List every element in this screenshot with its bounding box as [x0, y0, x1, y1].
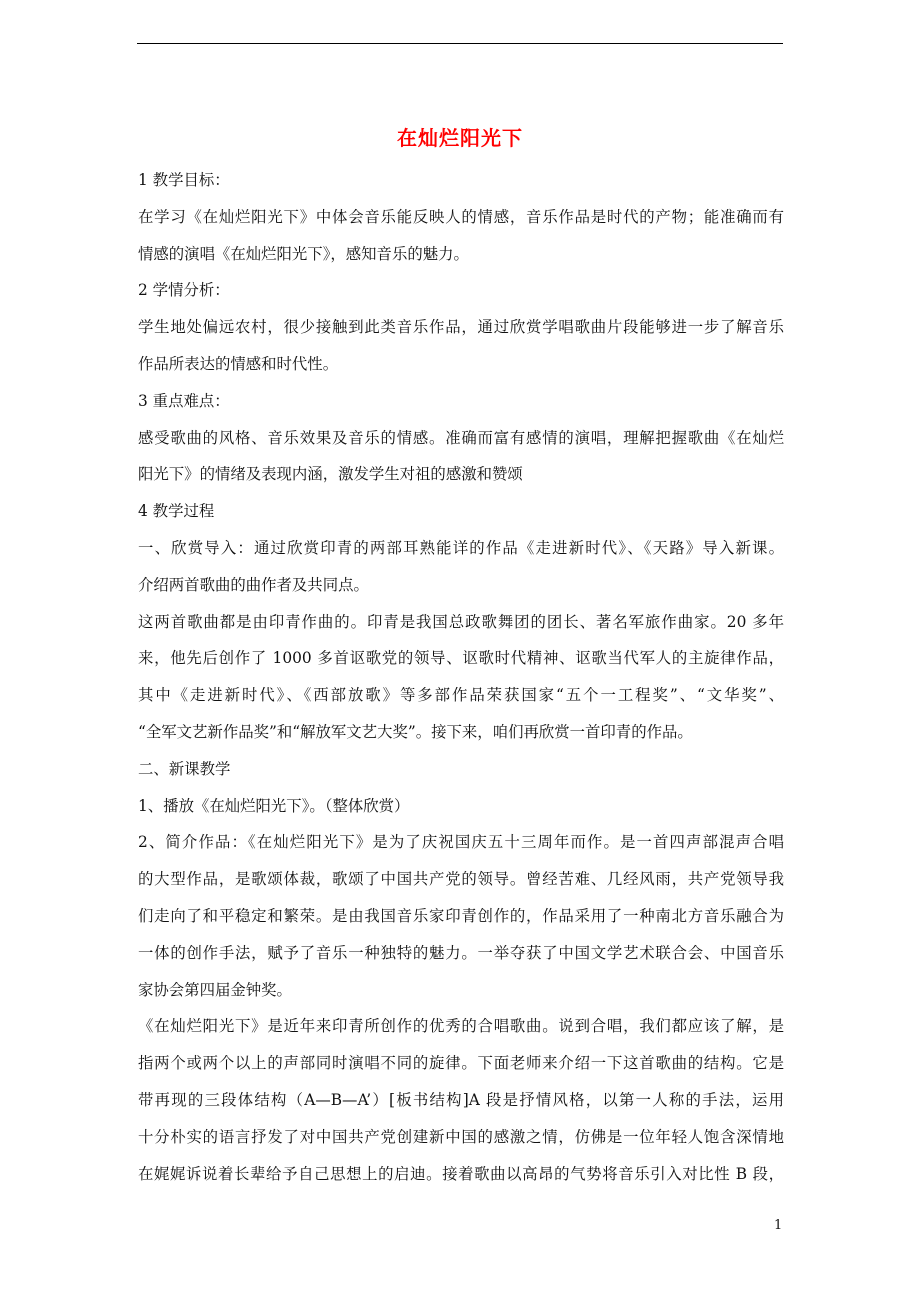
text-line: 3 重点难点：	[138, 391, 230, 410]
text-line: 带再现的三段体结构（A—B—A’）[板书结构]A 段是抒情风格，以第一人称的手法，运用	[138, 1090, 784, 1109]
paragraph	[138, 536, 784, 610]
text-line: 情感的演唱《在灿烂阳光下》，感知音乐的魅力。	[138, 244, 469, 263]
text-line: 作品所表达的情感和时代性。	[138, 354, 339, 373]
text-line: 《在灿烂阳光下》是近年来印青所创作的优秀的合唱歌曲。说到合唱，我们都应该了解，是	[138, 1017, 784, 1036]
paragraph	[138, 426, 784, 500]
text-line: 在娓娓诉说着长辈给予自己思想上的启迪。接着歌曲以高昂的气势将音乐引入对比性 B 段，	[138, 1164, 784, 1183]
text-line: 介绍两首歌曲的曲作者及共同点。	[138, 575, 369, 594]
text-line: 感受歌曲的风格、音乐效果及音乐的情感。准确而富有感情的演唱，理解把握歌曲《在灿烂	[138, 428, 784, 447]
text-line: “全军文艺新作品奖”和“解放军文艺大奖”。接下来，咱们再欣赏一首印青的作品。	[138, 722, 693, 741]
text-line: 来，他先后创作了 1000 多首讴歌党的领导、讴歌时代精神、讴歌当代军人的主旋律作品，	[138, 649, 784, 668]
paragraph	[138, 794, 784, 831]
paragraph	[138, 278, 784, 315]
text-line: 这两首歌曲都是由印青作曲的。印青是我国总政歌舞团的团长、著名军旅作曲家。20 多年	[138, 612, 784, 631]
paragraph	[138, 499, 784, 536]
paragraph	[138, 1014, 784, 1198]
text-line: 2 学情分析：	[138, 281, 230, 300]
text-line: 2、简介作品：《在灿烂阳光下》是为了庆祝国庆五十三周年而作。是一首四声部混声合唱	[138, 833, 784, 852]
paragraph	[138, 315, 784, 389]
header-rule	[137, 43, 783, 44]
document-title: 在灿烂阳光下	[397, 126, 523, 150]
text-line: 十分朴实的语言抒发了对中国共产党创建新中国的感激之情，仿佛是一位年轻人饱含深情地	[138, 1127, 784, 1146]
text-line: 1 教学目标：	[138, 171, 230, 189]
text-line: 1、播放《在灿烂阳光下》。（整体欣赏）	[138, 796, 410, 815]
text-line: 4 教学过程	[138, 502, 215, 521]
paragraph	[138, 205, 784, 279]
text-line: 二、新课教学	[138, 759, 231, 778]
text-line: 其中《走进新时代》、《西部放歌》等多部作品荣获国家“五个一工程奖”、“文华奖”、	[138, 686, 784, 705]
paragraph	[138, 168, 784, 205]
text-line: 家协会第四届金钟奖。	[138, 980, 292, 999]
text-line: 们走向了和平稳定和繁荣。是由我国音乐家印青创作的，作品采用了一种南北方音乐融合为	[138, 906, 784, 925]
text-line: 阳光下》的情绪及表现内涵，激发学生对祖的感激和赞颂	[138, 465, 523, 484]
page-number: 1	[774, 1218, 783, 1233]
paragraph	[138, 389, 784, 426]
paragraph	[138, 757, 784, 794]
paragraph	[138, 830, 784, 1014]
paragraph	[138, 610, 784, 757]
text-line: 指两个或两个以上的声部同时演唱不同的旋律。下面老师来介绍一下这首歌曲的结构。它是	[138, 1054, 784, 1073]
text-line: 一、欣赏导入：通过欣赏印青的两部耳熟能详的作品《走进新时代》、《天路》导入新课。	[138, 538, 784, 557]
text-line: 学生地处偏远农村，很少接触到此类音乐作品，通过欣赏学唱歌曲片段能够进一步了解音乐	[138, 318, 784, 337]
text-line: 的大型作品，是歌颂体裁，歌颂了中国共产党的领导。曾经苦难、几经风雨，共产党领导我	[138, 870, 784, 889]
text-line: 一体的创作手法，赋予了音乐一种独特的魅力。一举夺获了中国文学艺术联合会、中国音乐	[138, 943, 784, 962]
document-body	[138, 168, 784, 1198]
text-line: 在学习《在灿烂阳光下》中体会音乐能反映人的情感，音乐作品是时代的产物；能准确而有	[138, 207, 784, 226]
